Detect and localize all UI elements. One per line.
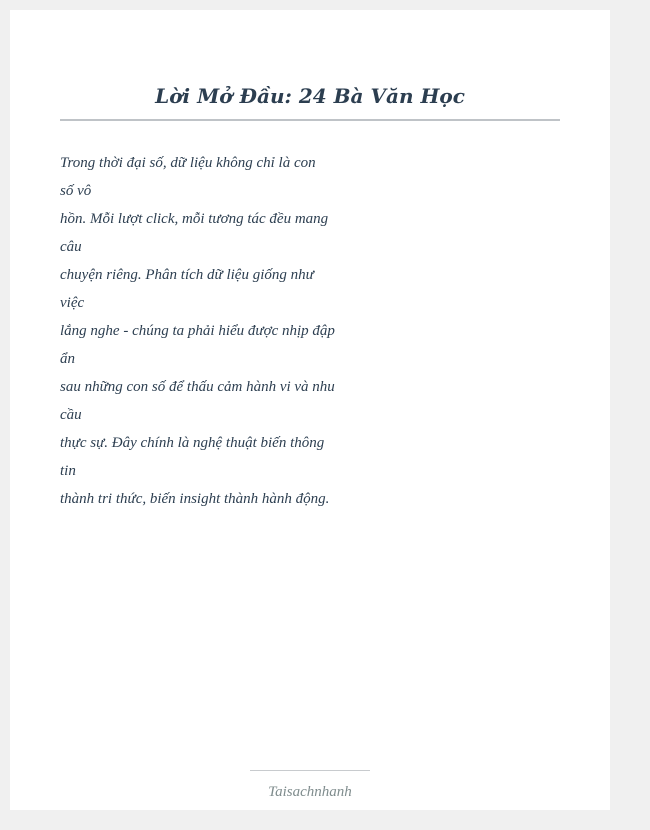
- footer-signature: Taisachnhanh: [268, 784, 352, 800]
- footer-divider: [250, 770, 370, 771]
- body-line: câu: [60, 239, 82, 255]
- document-page: [10, 10, 610, 810]
- body-line: sau những con số để thấu cảm hành vi và nhu: [60, 379, 335, 395]
- body-line: Trong thời đại số, dữ liệu không chỉ là con: [60, 155, 316, 171]
- body-line: cầu: [60, 407, 82, 423]
- body-line: số vô: [60, 183, 92, 199]
- body-text: [60, 149, 350, 513]
- body-line: lắng nghe - chúng ta phải hiểu được nhịp đập: [60, 323, 335, 339]
- page-title: Lời Mở Đầu: 24 Bà Văn Học: [155, 84, 465, 108]
- body-line: hồn. Mỗi lượt click, mỗi tương tác đều mang: [60, 211, 329, 227]
- body-line: việc: [60, 295, 85, 311]
- title-divider: [60, 119, 560, 121]
- body-line: tin: [60, 463, 76, 479]
- body-line: thực sự. Đây chính là nghệ thuật biến thông: [60, 435, 325, 451]
- body-line: thành tri thức, biến insight thành hành động.: [60, 491, 330, 507]
- body-line: ẩn: [60, 351, 75, 367]
- body-line: chuyện riêng. Phân tích dữ liệu giống như: [60, 267, 314, 283]
